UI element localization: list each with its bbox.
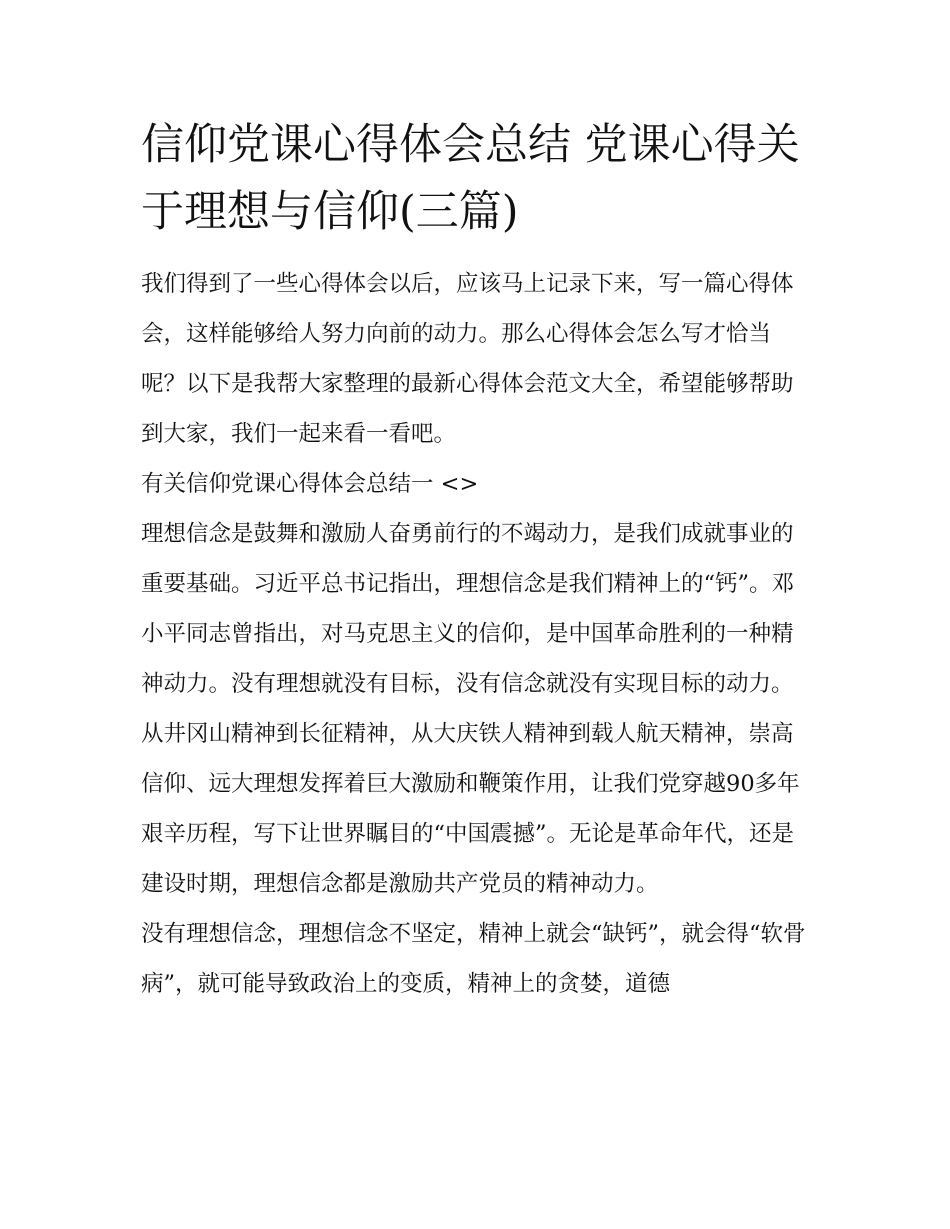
- document-body: [141, 112, 811, 1009]
- document-title: 信仰党课心得体会总结 党课心得关于理想与信仰(三篇): [141, 120, 800, 237]
- intro-paragraph: 我们得到了一些心得体会以后，应该马上记录下来，写一篇心得体会，这样能够给人努力向前的动力。那么心得体会怎么写才恰当呢？以下是我帮大家整理的最新心得体会范文大全，希望能够帮助到大家，我们一起来看一看吧。: [141, 271, 794, 447]
- body-paragraph-2: 没有理想信念，理想信念不坚定，精神上就会“缺钙”，就会得“软骨病”，就可能导致政治上的变质，精神上的贪婪，道德: [141, 921, 806, 997]
- section-heading: 有关信仰党课心得体会总结一 <>: [141, 471, 479, 497]
- body-paragraph-1: 理想信念是鼓舞和激励人奋勇前行的不竭动力，是我们成就事业的重要基础。习近平总书记指出，理想信念是我们精神上的“钙”。邓小平同志曾指出，对马克思主义的信仰，是中国革命胜利的一种精神动力。没有理想就没有目标，没有信念就没有实现目标的动力。从井冈山精神到长征精神，从大庆铁人精神到载人航天精神，崇高信仰、远大理想发挥着巨大激励和鞭策作用，让我们党穿越90多年艰辛历程，写下让世界瞩目的“中国震撼”。无论是革命年代，还是建设时期，理想信念都是激励共产党员的精神动力。: [141, 521, 800, 897]
